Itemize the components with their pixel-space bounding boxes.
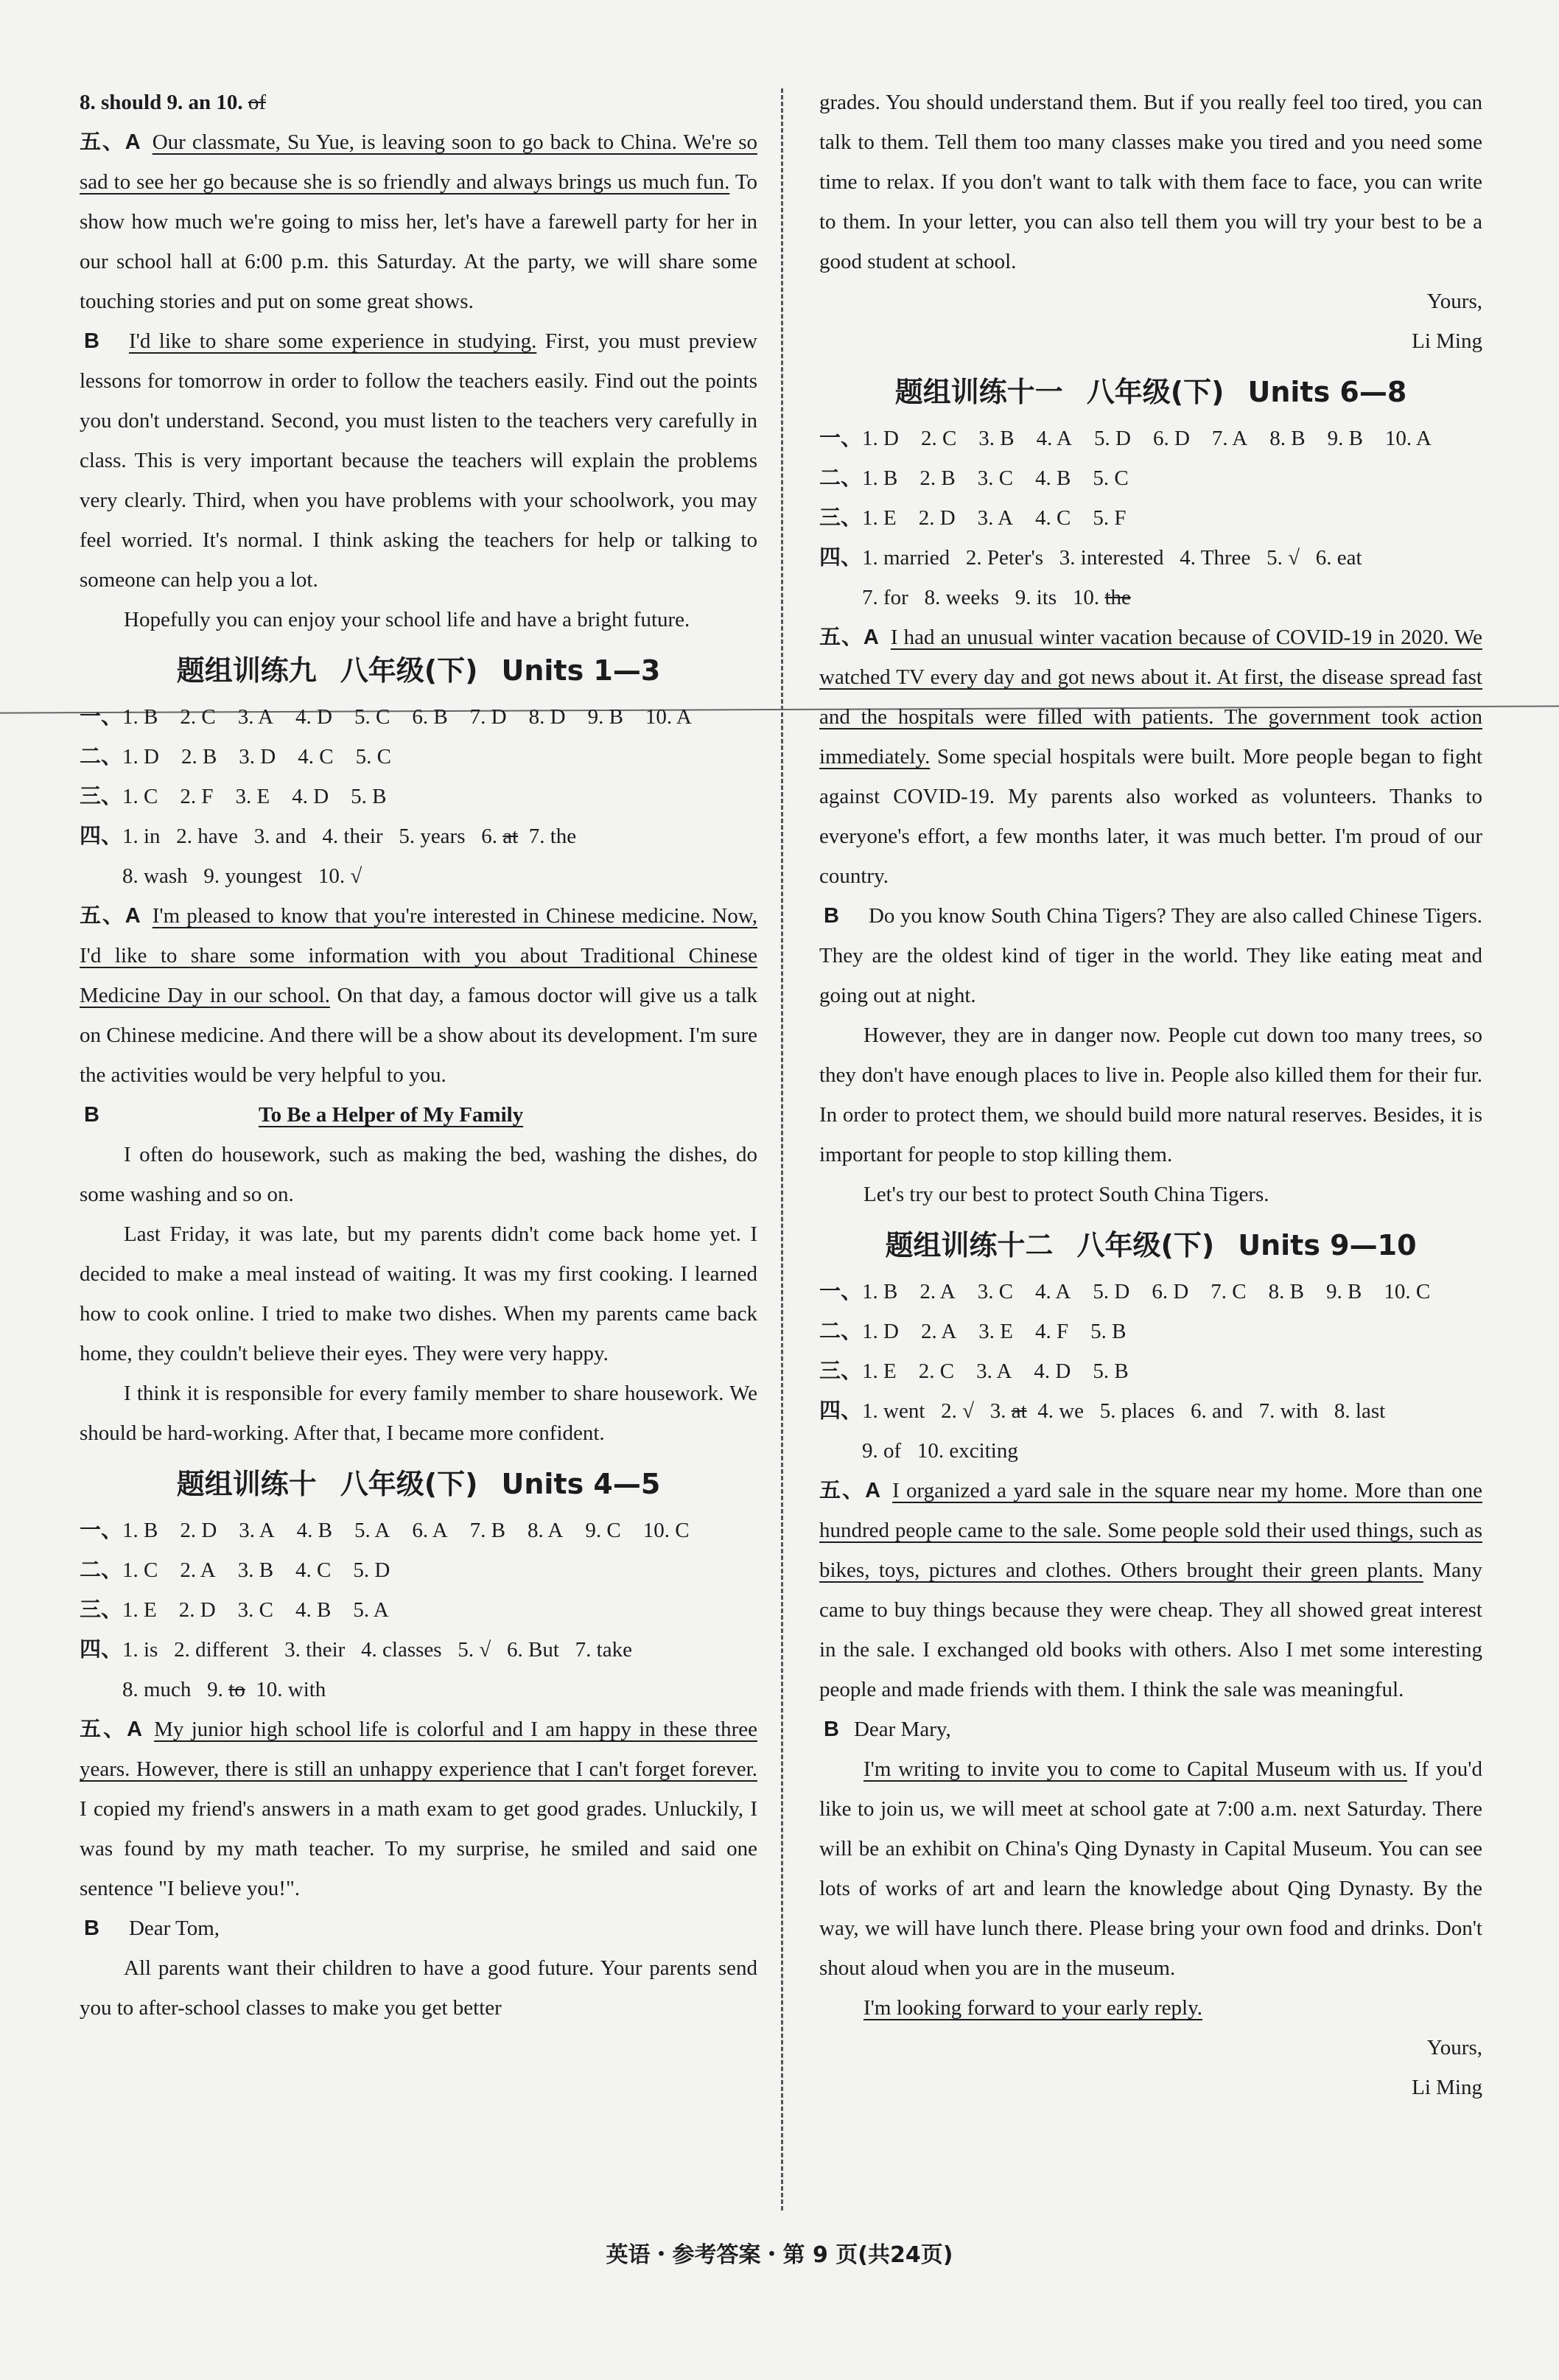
signature-name: Li Ming <box>1412 329 1482 353</box>
answer-row: 四、1. is 2. different 3. their 4. classes 5. √ 6. But 7. take <box>80 1638 632 1662</box>
essay11-A: 五、A I had an unusual winter vacation because of COVID-19 in 2020. We watched TV every day and got news about it. At first, the disease spread fast and the hospitals were filled with patients. The government took action immediately. Some special hospitals were built. More people began to fight against COVID-19. My parents also worked as volunteers. Thanks to everyone's effort, a few months later, it was much better. I'm proud of our country. <box>819 626 1482 888</box>
essay11-B-p2: However, they are in danger now. People cut down too many trees, so they don't have enough places to live in. People also killed them for their fur. In order to protect them, we should build more natural reserves. Besides, it is important for people to stop killing them. <box>819 1023 1482 1166</box>
answer-row: 8. wash 9. youngest 10. √ <box>122 864 362 888</box>
essay10-B-continued: grades. You should understand them. But if you really feel too tired, you can talk to them. Tell them too many classes make you tired and you need some time to relax. If you don't want to talk with them face to face, you can write to them. In your letter, you can also tell them you will try your best to be a good student at school. <box>819 91 1482 273</box>
answer-row: 三、1. E 2. C 3. A 4. D 5. B <box>819 1359 1129 1383</box>
signature-name: Li Ming <box>1412 2076 1482 2099</box>
answer-row: 四、1. in 2. have 3. and 4. their 5. years 6. at 7. the <box>80 825 577 848</box>
answer-row: 四、1. married 2. Peter's 3. interested 4. Three 5. √ 6. eat <box>819 546 1362 570</box>
answer-row: 三、1. E 2. D 3. C 4. B 5. A <box>80 1598 389 1622</box>
essay10-B-greeting: B Dear Tom, <box>84 1917 220 1940</box>
answer-row: 二、1. B 2. B 3. C 4. B 5. C <box>819 466 1129 490</box>
essay12-B-body: I'm writing to invite you to come to Capital Museum with us. If you'd like to join us, we will meet at school gate at 7:00 a.m. next Saturday. There will be an exhibit on China's Qing Dynasty in Capital Museum. You can see lots of works of art and learn the knowledge about Qing Dynasty. By the way, we will have lunch there. Please bring your own food and drinks. Don't shout aloud when you are in the museum. <box>819 1757 1482 1980</box>
essay9-B-p3: I think it is responsible for every family member to share housework. We should be hard-working. After that, I became more confident. <box>80 1382 757 1445</box>
answer-row: 一、1. B 2. D 3. A 4. B 5. A 6. A 7. B 8. A 9. C 10. C <box>80 1519 690 1542</box>
answer-row: 三、1. E 2. D 3. A 4. C 5. F <box>819 506 1127 530</box>
left-column <box>80 83 757 2028</box>
essay11-B: B Do you know South China Tigers? They are also called Chinese Tigers. They are the oldest kind of tiger in the world. They like eating meat and going out at night. <box>819 904 1482 1007</box>
answer-row: 二、1. D 2. B 3. D 4. C 5. C <box>80 745 391 769</box>
answer-row: 三、1. C 2. F 3. E 4. D 5. B <box>80 785 387 808</box>
essay1-B: B I'd like to share some experience in studying. First, you must preview lessons for tomorrow in order to follow the teachers easily. Find out the points you don't understand. Second, you must listen to the teachers very carefully in class. This is very important because the teachers will explain the problems very clearly. Third, when you have problems with your schoolwork, you may feel worried. It's normal. I think asking the teachers for help or talking to someone can help you a lot. <box>80 329 757 592</box>
right-column <box>819 83 1482 2107</box>
answer-row: 四、1. went 2. √ 3. at 4. we 5. places 6. and 7. with 8. last <box>819 1399 1386 1423</box>
signature-closing: Yours, <box>1426 2036 1482 2059</box>
answer-row: 一、1. B 2. A 3. C 4. A 5. D 6. D 7. C 8. B 9. B 10. C <box>819 1280 1431 1303</box>
essay10-B-p1: All parents want their children to have a good future. Your parents send you to after-school classes to make you get better <box>80 1956 757 2020</box>
essay1-B-close: Hopefully you can enjoy your school life and have a bright future. <box>124 608 690 631</box>
top-answers-line: 8. should 9. an 10. of <box>80 91 267 114</box>
answer-row: 二、1. D 2. A 3. E 4. F 5. B <box>819 1320 1127 1343</box>
essay12-B-close: I'm looking forward to your early reply. <box>863 1996 1202 2020</box>
essay9-B-title-line: B To Be a Helper of My Family <box>84 1103 524 1127</box>
answer-row: 8. much 9. to 10. with <box>122 1678 326 1701</box>
essay10-A: 五、A My junior high school life is colorful and I am happy in these three years. However, there is still an unhappy experience that I can't forget forever. I copied my friend's answers in a math exam to get good grades. Unluckily, I was found by my math teacher. To my surprise, he smiled and said one sentence "I believe you!". <box>80 1718 758 1900</box>
section-heading-12: 题组训练十二 八年级(下) Units 9—10 <box>885 1229 1417 1261</box>
answer-row: 9. of 10. exciting <box>862 1439 1018 1463</box>
section-heading-9: 题组训练九 八年级(下) Units 1—3 <box>176 654 661 687</box>
signature-closing: Yours, <box>1426 290 1482 313</box>
essay9-B-p1: I often do housework, such as making the bed, washing the dishes, do some washing and so on. <box>80 1143 757 1206</box>
section-heading-10: 题组训练十 八年级(下) Units 4—5 <box>176 1468 661 1500</box>
answer-row: 7. for 8. weeks 9. its 10. the <box>862 586 1131 609</box>
section-heading-11: 题组训练十一 八年级(下) Units 6—8 <box>894 376 1407 408</box>
essay9-A: 五、A I'm pleased to know that you're interested in Chinese medicine. Now, I'd like to share some information with you about Traditional Chinese Medicine Day in our school. On that day, a famous doctor will give us a talk on Chinese medicine. And there will be a show about its development. I'm sure the activities would be very helpful to you. <box>80 904 758 1087</box>
answer-row: 一、1. B 2. C 3. A 4. D 5. C 6. B 7. D 8. D 9. B 10. A <box>80 705 692 729</box>
answer-row: 二、1. C 2. A 3. B 4. C 5. D <box>80 1558 390 1582</box>
essay9-B-p2: Last Friday, it was late, but my parents didn't come back home yet. I decided to make a meal instead of waiting. It was my first cooking. I learned how to cook online. I tried to make two dishes. When my parents came back home, they couldn't believe their eyes. They were very happy. <box>80 1222 757 1365</box>
essay12-B-greeting: B Dear Mary, <box>824 1718 951 1741</box>
answer-row: 一、1. D 2. C 3. B 4. A 5. D 6. D 7. A 8. B 9. B 10. A <box>819 427 1432 450</box>
page-footer: 英语・参考答案・第 9 页(共24页) <box>606 2242 953 2268</box>
column-divider <box>781 88 783 2211</box>
essay11-B-p3: Let's try our best to protect South China Tigers. <box>863 1183 1269 1206</box>
essay1-A: 五、A Our classmate, Su Yue, is leaving soon to go back to China. We're so sad to see her go because she is so friendly and always brings us much fun. To show how much we're going to miss her, let's have a farewell party for her in our school hall at 6:00 p.m. this Saturday. At the party, we will share some touching stories and put on some great shows. <box>80 130 758 313</box>
essay12-A: 五、A I organized a yard sale in the square near my home. More than one hundred people came to the sale. Some people sold their used things, such as bikes, toys, pictures and clothes. Others brought their green plants. Many came to buy things because they were cheap. They all showed great interest in the sale. I exchanged old books with others. Also I met some interesting people and made friends with them. I think the sale was meaningful. <box>819 1479 1482 1701</box>
